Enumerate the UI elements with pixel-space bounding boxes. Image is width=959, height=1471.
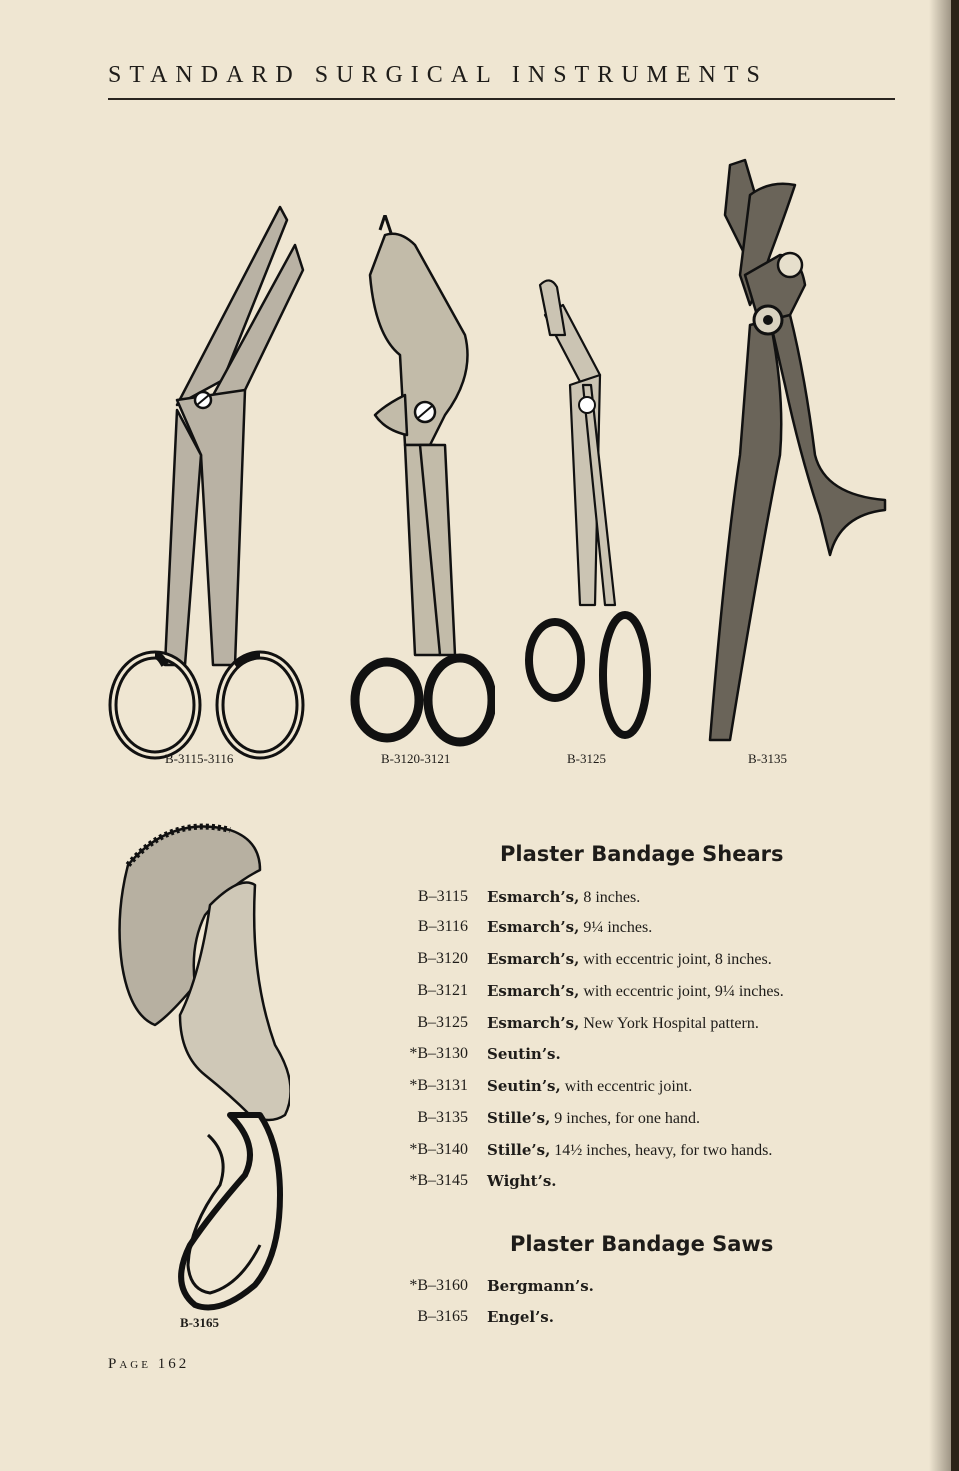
item-detail: 14½ inches, heavy, for two hands.	[550, 1142, 773, 1159]
catalog-number: B–3125	[417, 1014, 468, 1031]
item-name: Esmarch’s,	[487, 982, 580, 1000]
item-name: Seutin’s.	[487, 1045, 561, 1063]
item-name: Seutin’s,	[487, 1077, 561, 1095]
catalog-number: B–3120	[417, 950, 468, 967]
catalog-number: B–3165	[417, 1308, 468, 1325]
item-name: Esmarch’s,	[487, 918, 580, 936]
page-number: Page 162	[108, 1356, 190, 1372]
catalog-number: B–3115	[417, 888, 468, 905]
item-detail: with eccentric joint, 9¼ inches.	[579, 983, 784, 1000]
shears-illustration-3	[525, 275, 655, 745]
item-name: Stille’s,	[487, 1109, 551, 1127]
list-item	[360, 950, 920, 980]
catalog-number: B–3135	[417, 1109, 468, 1126]
item-description	[487, 888, 640, 907]
list-item	[360, 1308, 920, 1338]
catalog-number: *B–3131	[409, 1077, 468, 1094]
item-description	[487, 1308, 554, 1327]
catalog-number: *B–3160	[409, 1277, 468, 1294]
item-detail: 8 inches.	[579, 889, 641, 906]
item-description	[487, 1109, 700, 1128]
list-item	[360, 1172, 920, 1202]
item-name: Stille’s,	[487, 1141, 551, 1159]
item-name: Esmarch’s,	[487, 1014, 580, 1032]
list-item	[360, 1141, 920, 1171]
list-item	[360, 1109, 920, 1139]
page-header: STANDARD SURGICAL INSTRUMENTS	[108, 62, 768, 88]
list-item	[360, 1014, 920, 1044]
item-description	[487, 982, 784, 1001]
item-description	[487, 918, 652, 937]
catalog-number: B–3121	[417, 982, 468, 999]
item-description	[487, 950, 772, 969]
list-item	[360, 1077, 920, 1107]
item-name: Bergmann’s.	[487, 1277, 594, 1295]
item-name: Esmarch’s,	[487, 950, 580, 968]
figure-label: B-3115-3116	[165, 751, 234, 766]
saw-illustration	[110, 815, 290, 1315]
figure-label: B-3120-3121	[381, 751, 451, 766]
item-description	[487, 1141, 772, 1160]
item-name: Engel’s.	[487, 1308, 554, 1326]
item-detail: with eccentric joint, 8 inches.	[579, 951, 772, 968]
page-edge	[951, 0, 959, 1471]
item-description	[487, 1045, 561, 1064]
saws-section-title: Plaster Bandage Saws	[510, 1232, 774, 1256]
figure-label: B-3135	[748, 751, 787, 766]
item-description	[487, 1077, 692, 1096]
shears-illustration-2	[345, 215, 495, 760]
item-name: Wight’s.	[487, 1172, 557, 1190]
list-item	[360, 918, 920, 948]
item-detail: 9¼ inches.	[579, 919, 653, 936]
item-description	[487, 1014, 759, 1033]
catalog-number: *B–3145	[409, 1172, 468, 1189]
shears-illustration-1	[105, 195, 305, 760]
item-description	[487, 1172, 557, 1191]
figure-label: B-3125	[567, 751, 606, 766]
item-detail: 9 inches, for one hand.	[550, 1110, 701, 1127]
catalog-number: *B–3140	[409, 1141, 468, 1158]
item-name: Esmarch’s,	[487, 888, 580, 906]
item-description	[487, 1277, 594, 1296]
figure-label: B-3165	[180, 1315, 219, 1330]
item-detail: New York Hospital pattern.	[579, 1015, 759, 1032]
item-detail: with eccentric joint.	[560, 1078, 693, 1095]
list-item	[360, 1045, 920, 1075]
list-item	[360, 982, 920, 1012]
shears-illustration-4	[690, 155, 890, 745]
list-item	[360, 888, 920, 918]
catalog-number: *B–3130	[409, 1045, 468, 1062]
catalog-number: B–3116	[417, 918, 468, 935]
header-rule	[108, 98, 895, 100]
shears-section-title: Plaster Bandage Shears	[500, 842, 784, 866]
list-item	[360, 1277, 920, 1307]
